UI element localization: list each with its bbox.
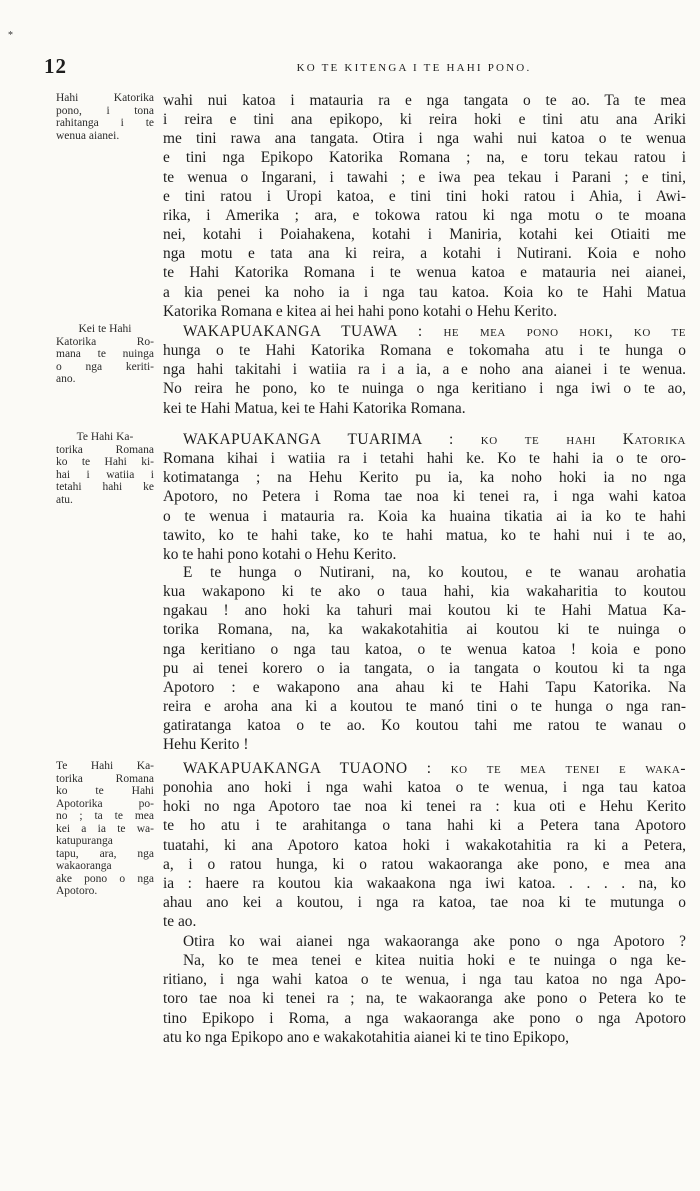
margin-note-line: mana te nuinga	[56, 348, 154, 360]
margin-note-line: Katorika Ro-	[56, 335, 154, 348]
text-line: ahau ano kei a koutou, i nga ra katoa, tae noa ki te mutunga o	[163, 894, 686, 912]
text-line: toro tae noa ki tenei ra ; na, te wakaoranga ake pono o Petera ko te	[163, 990, 686, 1008]
text-line: nga motu e tata ana ki reira, a kotahi i Nutirani. Koia e noho	[163, 245, 686, 263]
margin-note-line: tapu, ara, nga	[56, 847, 154, 860]
margin-note	[56, 431, 154, 506]
text-line: Katorika Romana e kitea ai hei hahi pono kotahi o Hehu Kerito.	[163, 302, 558, 320]
text-line: pu ai tenei korero o ia tangata, o ia tangata o koutou ki ta nga	[163, 659, 686, 677]
text-line: nei, kotahi i Poiahakena, kotahi i Maniria, kotahi kei Otiaiti me	[163, 226, 686, 244]
text-line: te wenua o Ingarani, i tawahi ; e iwa pea tekau i Parani ; e tini,	[163, 168, 686, 186]
text-line: kua wakapono ki te ako o taua hahi, kia wakaharitia to koutou	[163, 583, 686, 601]
text-line: i reira e tini ana epikopo, ki reira hoki e tini atu ana Ariki	[163, 111, 686, 129]
text-line: WAKAPUAKANGA TUAWA : he mea pono hoki, ko te	[183, 323, 686, 340]
margin-note-line: o nga keriti-	[56, 360, 154, 373]
text-line: nga keritiano o nga tau katoa, o te wenua katoa ! koia e pono	[163, 640, 686, 658]
text-line: Romana kihai i watiia ra i tetahi hahi ke. Ko te hahi ia o te oro-	[163, 450, 686, 468]
margin-note	[56, 92, 154, 142]
text-line: a kia penei ka noho ia i nga tau katoa. Koia ko te Hahi Matua	[163, 283, 686, 301]
text-line: me tini rawa ana tangata. Otira i nga wahi nui katoa o te wenua	[163, 130, 686, 148]
text-line: ngakau ! ano hoki ka tahuri mai koutou ki te Hahi Matua Ka-	[163, 602, 686, 620]
text-line: hunga o te Hahi Katorika Romana e tokomaha atu i te hunga o	[163, 342, 686, 360]
text-line: WAKAPUAKANGA TUAONO : ko te mea tenei e waka-	[183, 760, 686, 777]
margin-note-line: torika Romana	[56, 443, 154, 456]
text-line: te ho atu i te arahitanga o tana hahi ki a Petera tana Apotoro	[163, 817, 686, 835]
margin-note-line: no ; ta te mea	[56, 810, 154, 822]
page-header	[44, 54, 684, 78]
text-line: hoki no nga Apotoro tae noa ki tenei ra : kua oti e Hehu Kerito	[163, 798, 686, 816]
text-line: Na, ko te mea tenei e kitea nuitia hoki e te nuinga o nga ke-	[183, 952, 686, 970]
margin-note-line: wenua aianei.	[56, 129, 120, 142]
margin-note-line: ko te Hahi ki-	[56, 456, 154, 468]
margin-note-line: Hahi Katorika	[56, 92, 154, 104]
text-line: WAKAPUAKANGA TUARIMA : ko te hahi Katorika	[183, 431, 686, 448]
text-line: kei te Hahi Matua, kei te Hahi Katorika Romana.	[163, 399, 466, 417]
text-line: Hehu Kerito !	[163, 736, 249, 754]
text-line: e tini nga Epikopo Katorika Romana ; na, e toru tekau ratou i	[163, 149, 686, 167]
paragraph-text	[163, 430, 686, 564]
margin-note	[56, 323, 154, 386]
text-line: No reira he pono, ko te nuinga o nga keritiano i nga iwi o te ao,	[163, 380, 686, 398]
text-line: ko te hahi pono kotahi o Hehu Kerito.	[163, 545, 397, 563]
margin-note-line: tetahi hahi ke	[56, 481, 154, 493]
margin-note-line: Te Hahi Ka-	[76, 431, 134, 443]
text-line: tino Epikopo i Roma, a nga wakaoranga ake pono o nga Apotoro	[163, 1009, 686, 1027]
text-line: gatiratanga katoa o te ao. Ko koutou tahi me ratou te wanau o	[163, 717, 686, 735]
text-line: rika, i Amerika ; ara, e tokowa ratou ki nga motu o te moana	[163, 206, 686, 224]
margin-note-line: katupuranga	[56, 835, 113, 847]
text-line: a, i o ratou hunga, ki o ratou wakaoranga ake pono, e mea ana	[163, 855, 686, 873]
text-line: tuatahi, ki ana Apotoro katoa hoki i wakakotahitia ra ki a Petera,	[163, 836, 686, 854]
text-line: reira e aroha ana ki a koutou te manó tini o te hunga o nga ran-	[163, 698, 686, 716]
text-line: Apotoro : e wakapono ana ahau ki te Hahi Tapu Katorika. Na	[163, 678, 686, 696]
margin-note-line: Apotoro.	[56, 885, 98, 897]
margin-note-line: pono, i tona	[56, 104, 154, 117]
text-line: E te hunga o Nutirani, na, ko koutou, e te wanau arohatia	[183, 564, 686, 581]
text-line: torika Romana, na, ka wakakotahitia ai koutou ki te nuinga o	[163, 621, 686, 639]
margin-note	[56, 760, 154, 898]
text-line: e tini ratou i Uropi katoa, e tini tini hoki ratou i Ahia, i Awi-	[163, 187, 686, 205]
text-line: atu ko nga Epikopo ano e wakakotahitia aianei ki te tino Epikopo,	[163, 1028, 570, 1046]
margin-note-line: atu.	[56, 493, 73, 506]
margin-note-line: Te Hahi Ka-	[56, 760, 154, 772]
margin-note-line: kei a ia te wa-	[56, 822, 154, 835]
margin-note-line: torika Romana	[56, 772, 154, 785]
paragraph-text	[163, 563, 686, 755]
text-line: tawito, ko te hahi take, ko te hahi matua, ko te hahi nui i te ao,	[163, 526, 686, 544]
margin-note-line: rahitanga i te	[56, 117, 154, 129]
margin-note-line: ko te Hahi	[56, 785, 154, 797]
text-line: ponohia ano hoki i nga wahi katoa o te wenua, i nga tau katoa	[163, 779, 686, 797]
running-title: KO TE KITENGA I TE HAHI PONO.	[296, 62, 532, 74]
paragraph-text	[163, 759, 686, 931]
paragraph-text	[163, 91, 686, 321]
text-line: kotimatanga ; na Hehu Kerito pu ia, ka noho hoki ia no nga	[163, 469, 686, 487]
text-line: nga hahi takitahi i watiia ra i a ia, a e noho ana aianei i te wenua.	[163, 361, 686, 379]
corner-mark: *	[8, 30, 13, 41]
page-number: 12	[44, 54, 67, 78]
margin-note-line: hai i watiia i	[56, 468, 154, 481]
text-line: Otira ko wai aianei nga wakaoranga ake pono o nga Apotoro ?	[183, 933, 686, 950]
paragraph-text	[163, 932, 686, 1047]
margin-note-line: Apotorika po-	[56, 797, 154, 810]
paragraph-text	[163, 322, 686, 418]
text-line: ritiano, i nga wahi katoa o te wenua, i nga tau katoa no nga Apo-	[163, 971, 686, 989]
margin-note-line: ake pono o nga	[56, 872, 154, 885]
margin-note-line: ano.	[56, 373, 76, 385]
margin-note-line: wakaoranga	[56, 860, 112, 872]
margin-note-line: Kei te Hahi	[78, 323, 132, 335]
text-line: o te wenua i matauria ra. Koia ka huaina tikatia ai ia ko te hahi	[163, 507, 686, 525]
text-line: wahi nui katoa i matauria ra e nga tangata o te ao. Ta te mea	[163, 92, 686, 109]
text-line: te ao.	[163, 913, 197, 931]
text-line: ia : haere ra koutou kia wakaakona nga iwi katoa. . . . . na, ko	[163, 874, 686, 892]
text-line: te Hahi Katorika Romana i te wenua katoa e matauria nei aianei,	[163, 264, 686, 282]
text-line: Apotoro, no Petera i Roma tae noa ki tenei ra, i nga wahi katoa	[163, 488, 686, 506]
